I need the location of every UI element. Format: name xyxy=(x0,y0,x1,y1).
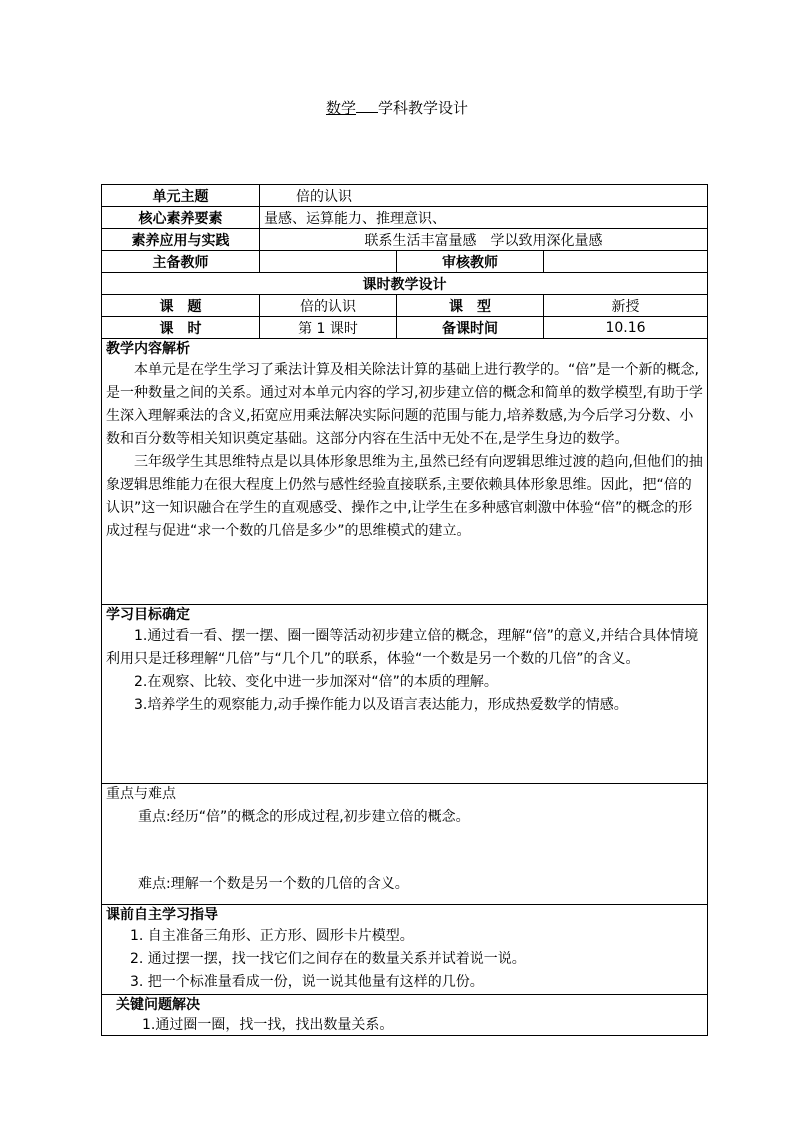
lesson-design-heading: 课时教学设计 xyxy=(102,273,708,295)
topic-value: 倍的认识 xyxy=(260,295,397,317)
key-problems-section xyxy=(102,995,708,1036)
application-value: 联系生活丰富量感 学以致用深化量感 xyxy=(260,229,708,251)
subject-name: 数学 xyxy=(325,99,356,117)
content-analysis-section xyxy=(102,339,708,605)
content-analysis-paragraph-1: 本单元是在学生学习了乘法计算及相关除法计算的基础上进行教学的。“倍”是一个新的概念,是一种数量之间的关系。通过对本单元内容的学习,初步建立倍的概念和简单的数学模型,有助于学生深入理解乘法的含义,拓宽应用乘法解决实际问题的范围与能力,培养数感,为今后学习分数、小数和百分数等相关知识奠定基础。这部分内容在生活中无处不在,是学生身边的数学。 xyxy=(106,362,703,447)
self-study-item: 3. 把一个标准量看成一份，说一说其他量有这样的几份。 xyxy=(130,974,484,990)
reviewer-label: 审核教师 xyxy=(397,251,544,273)
content-analysis-paragraph-2: 三年级学生其思维特点是以具体形象思维为主,虽然已经有向逻辑思维过渡的趋向,但他们的抽象逻辑思维能力在很大程度上仍然与感性经验直接联系,主要依赖具体形象思维。因此，把“倍的认识”这一知识融合在学生的直观感受、操作之中,让学生在多种感官刺激中体验“倍”的概念的形成过程与促进“求一个数的几倍是多少”的思维模式的建立。 xyxy=(106,454,703,539)
key-problem-item: 1.通过圈一圈，找一找，找出数量关系。 xyxy=(142,1017,394,1033)
core-literacy-label: 核心素养要素 xyxy=(102,207,260,229)
type-value: 新授 xyxy=(544,295,708,317)
lesson-design-table xyxy=(101,184,708,1036)
spacer xyxy=(106,851,703,873)
lead-teacher-label: 主备教师 xyxy=(102,251,260,273)
prep-time-label: 备课时间 xyxy=(397,317,544,339)
spacer xyxy=(106,829,703,851)
objective-item: 2.在观察、比较、变化中进一步加深对“倍”的本质的理解。 xyxy=(134,674,498,690)
period-label: 课 时 xyxy=(102,317,260,339)
objectives-section xyxy=(102,605,708,784)
subject-blank-underline xyxy=(356,99,378,113)
self-study-section xyxy=(102,905,708,995)
document-title xyxy=(0,97,794,118)
core-literacy-value: 量感、运算能力、推理意识、 xyxy=(260,207,708,229)
prep-time-value: 10.16 xyxy=(544,317,708,339)
application-label: 素养应用与实践 xyxy=(102,229,260,251)
difficulty-text: 难点:理解一个数是另一个数的几倍的含义。 xyxy=(138,876,409,892)
reviewer-value xyxy=(544,251,708,273)
self-study-item: 2. 通过摆一摆，找一找它们之间存在的数量关系并试着说一说。 xyxy=(130,951,526,967)
title-suffix: 学科教学设计 xyxy=(378,99,469,117)
topic-label: 课 题 xyxy=(102,295,260,317)
period-value: 第 1 课时 xyxy=(260,317,397,339)
objective-item: 3.培养学生的观察能力,动手操作能力以及语言表达能力，形成热爱数学的情感。 xyxy=(134,697,628,713)
key-points-heading: 重点与难点 xyxy=(106,786,176,802)
self-study-item: 1. 自主准备三角形、正方形、圆形卡片模型。 xyxy=(130,928,414,944)
type-label: 课 型 xyxy=(397,295,544,317)
key-point-text: 重点:经历“倍”的概念的形成过程,初步建立倍的概念。 xyxy=(138,809,470,825)
lead-teacher-value xyxy=(260,251,397,273)
self-study-heading: 课前自主学习指导 xyxy=(106,907,218,923)
objective-item: 1.通过看一看、摆一摆、圈一圈等活动初步建立倍的概念，理解“倍”的意义,并结合具体情境利用只是迁移理解“几倍”与“几个几”的联系，体验“一个数是另一个数的几倍”的含义。 xyxy=(106,628,699,667)
key-points-section xyxy=(102,784,708,905)
objectives-heading: 学习目标确定 xyxy=(106,607,190,623)
key-problems-heading: 关键问题解决 xyxy=(116,997,200,1013)
content-analysis-heading: 教学内容解析 xyxy=(106,341,190,357)
unit-theme-value: 倍的认识 xyxy=(260,185,708,207)
unit-theme-label: 单元主题 xyxy=(102,185,260,207)
